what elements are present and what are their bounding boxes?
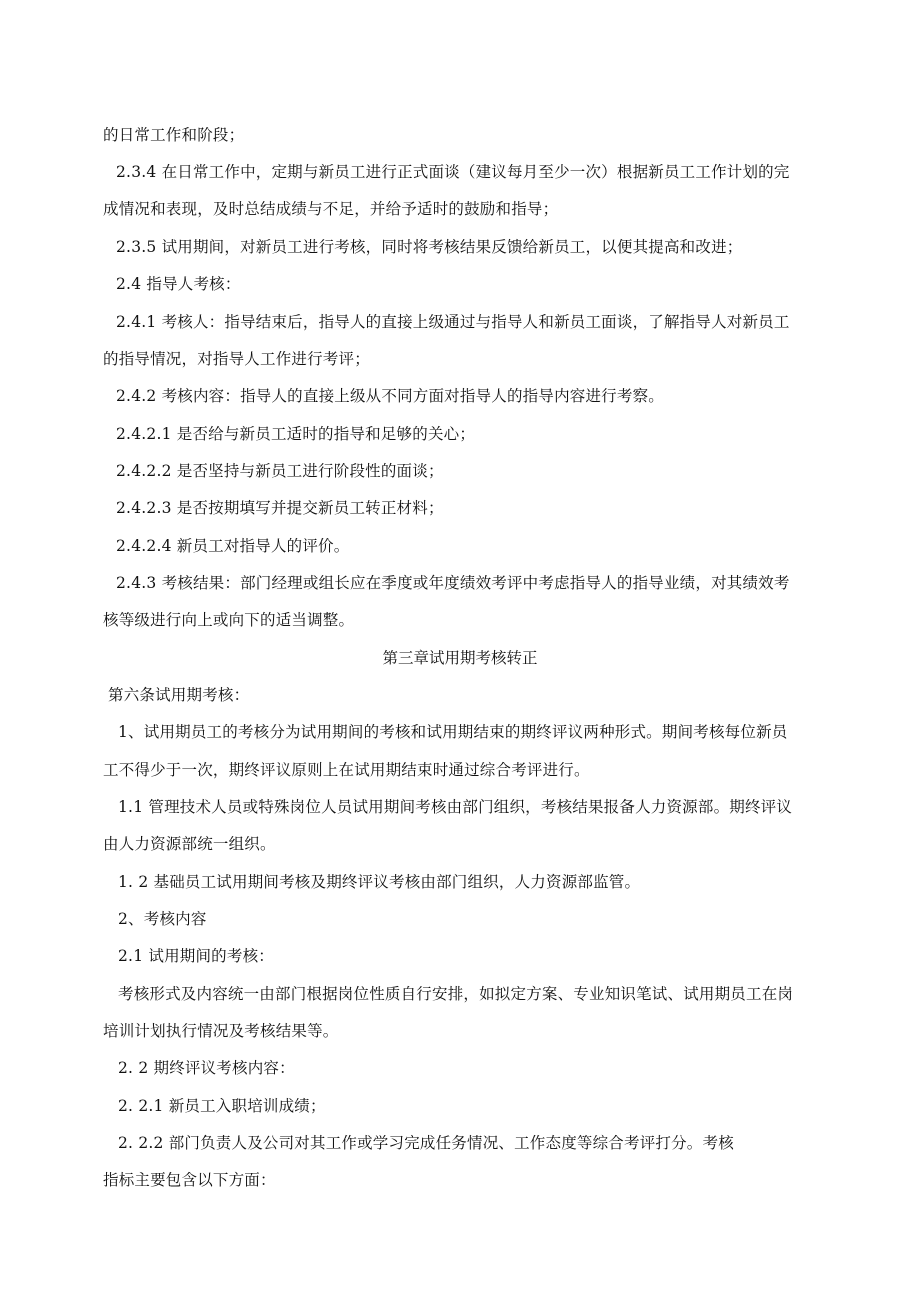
text-line: 2.4.2 考核内容：指导人的直接上级从不同方面对指导人的指导内容进行考察。 (116, 387, 664, 405)
text-line: 的指导情况，对指导人工作进行考评； (103, 350, 370, 368)
text-line: 考核形式及内容统一由部门根据岗位性质自行安排，如拟定方案、专业知识笔试、试用期员工在岗 (118, 985, 794, 1003)
section-heading-2-4: 2.4 指导人考核： (116, 275, 241, 293)
text-line: 工不得少于一次，期终评议原则上在试用期结束时通过综合考评进行。 (103, 761, 590, 779)
text-line: 2.1 试用期间的考核： (118, 947, 274, 965)
text-line: 成情况和表现，及时总结成绩与不足，并给予适时的鼓励和指导； (103, 200, 559, 218)
text-line: 2.3.4 在日常工作中，定期与新员工进行正式面谈（建议每月至少一次）根据新员工工作计划的完 (116, 163, 790, 181)
text-line: 指标主要包含以下方面： (103, 1171, 276, 1189)
text-line: 2. 2.2 部门负责人及公司对其工作或学习完成任务情况、工作态度等综合考评打分。考核 (118, 1134, 734, 1152)
text-line: 2.4.1 考核人：指导结束后，指导人的直接上级通过与指导人和新员工面谈，了解指导人对新员工 (116, 313, 790, 331)
text-line: 2. 2 期终评议考核内容： (118, 1059, 295, 1077)
text-line: 2.4.2.3 是否按期填写并提交新员工转正材料； (116, 499, 444, 517)
text-line: 2. 2.1 新员工入职培训成绩； (118, 1097, 326, 1115)
text-line: 由人力资源部统一组织。 (103, 835, 276, 853)
text-line: 2.4.2.1 是否给与新员工适时的指导和足够的关心； (116, 425, 476, 443)
text-line: 2.4.2.2 是否坚持与新员工进行阶段性的面谈； (116, 462, 444, 480)
text-line: 培训计划执行情况及考核结果等。 (103, 1022, 339, 1040)
text-line: 1.1 管理技术人员或特殊岗位人员试用期间考核由部门组织，考核结果报备人力资源部。期终评议 (118, 798, 793, 816)
text-line: 2.3.5 试用期间，对新员工进行考核，同时将考核结果反馈给新员工，以便其提高和改进； (116, 238, 743, 256)
text-line: 的日常工作和阶段； (103, 126, 245, 144)
text-line: 核等级进行向上或向下的适当调整。 (103, 611, 355, 629)
section-heading-2: 2、考核内容 (118, 910, 207, 928)
article-title: 第六条试用期考核： (108, 686, 250, 704)
text-line: 2.4.3 考核结果：部门经理或组长应在季度或年度绩效考评中考虑指导人的指导业绩，对其绩效考 (116, 574, 790, 592)
text-line: 2.4.2.4 新员工对指导人的评价。 (116, 537, 350, 555)
text-line: 1. 2 基础员工试用期间考核及期终评议考核由部门组织，人力资源部监管。 (118, 873, 641, 891)
text-line: 1、试用期员工的考核分为试用期间的考核和试用期结束的期终评议两种形式。期间考核每位新员 (118, 723, 788, 741)
chapter-title: 第三章试用期考核转正 (382, 649, 538, 667)
